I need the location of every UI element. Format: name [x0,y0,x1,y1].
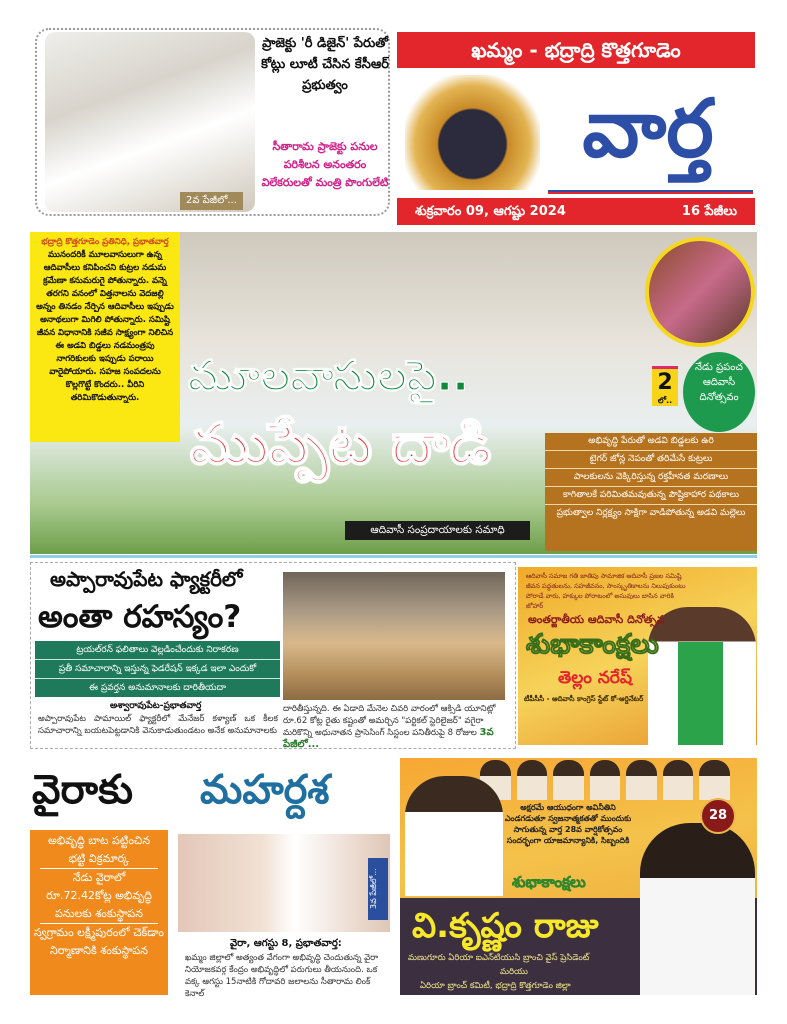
ad-green-scarf [678,642,723,745]
factory-headline-1[interactable]: అప్పారావుపేట ఫ్యాక్టరీలో [50,567,243,591]
wyra-body: ఖమ్మం జిల్లాలో అత్యంత వేగంగా అభివృద్ధి చెందుతున్న వైరా నియోజకవర్గ కేంద్రం అభివృద్ధిలో పరుగులు తీయనుంది. ఒక వక్క ఆగస్టు 15నాటికి గోదావరి జలాలను సీతారామ లింక్ కెనాల్ [185,953,379,999]
factory-headline-2[interactable]: అంతా రహస్యం? [38,599,242,635]
issue-date: శుక్రవారం 09, ఆగష్టు 2024 [415,204,566,219]
bullet: ప్రభుత్వాల నిర్లక్ష్యం సాక్షిగా వాడిపోతున్న అడవి మల్లెలు [556,508,746,518]
ad-designation-3: ఏరియా బ్రాంచ్ కమిటీ, భద్రాద్రి కొత్తగూడెం జిల్లా [420,981,571,991]
bullet: కాగితాలకే పరిమితమవుతున్న పౌష్టికాహార పథకాలు [545,487,757,505]
anniversary-badge: 28 [700,798,736,834]
wyra-byline: వైరా, ఆగస్టు 8, ప్రభాతవార్త: [230,938,342,949]
bullet: అభివృద్ధి పేరుతో అడవి బిడ్డలకు ఉరి [545,433,757,451]
ad-designation: టీపీసీసీ - ఆదివాసీ కాంగ్రెస్ స్టేట్ కో-ఆర్డినేటర్ [524,695,644,703]
continued-link[interactable]: 3వ పేజీలో... [283,727,494,750]
world-tribal-day-circle: నేడు ప్రపంచ ఆదివాసీ దినోత్సవం [683,352,755,432]
point: ఈ ప్రవర్తన అనుమానాలకు దారితీయదా [89,683,226,693]
ad-name: తెల్లం నరేష్ [558,668,632,688]
page-ref-suffix: లో.. [657,396,673,405]
ad-designation-1: మణుగూరు ఏరియా ఐఎన్‌టియుసి బ్రాంచి వైస్ ప్రెసిడెంట్ [408,953,590,963]
wyra-points [30,830,168,995]
ad-intro: ఆదివాసీ సమాజ గతి జాతిపు సామాజిక ఆదివాసీ ప్రజల సమిష్టి జీవన పద్ధతులను, సహజీవనం, సాంస్కృతికాలను నిలుపుకుంటు పోరాడే వారు, హక్కుల పోరాటంలో అసువులు బాసిన వారికి జోహార్ [526,572,686,610]
section-divider [30,555,757,558]
edition-bar: ఖమ్మం - భద్రాద్రి కొత్తగూడెం [397,32,755,68]
factory-byline: అశ్వారావుపేట-ప్రభాతవార్త [110,701,202,711]
page-ref-number: 2 [657,370,673,395]
bullet: పాలకులను వెక్కిరిస్తున్న రక్తహీనత మరణాలు [545,469,757,487]
page-ref-tag[interactable]: 3వ పేజీలో... [368,858,388,920]
lead-headline-2[interactable]: ముప్పేట దాడి [190,412,492,477]
continued-link[interactable]: 2వ పేజీలో... [180,192,243,210]
lead-byline: భద్రాద్రి కొత్తగూడెం ప్రతినిధి, ప్రభాతవార్త [41,237,169,247]
point: ట్రయల్‌రన్ ఫలితాలు వెల్లడించేందుకు నిరాకరణ [35,641,280,660]
advertisement-naresh [518,567,757,745]
page-ref-badge[interactable] [652,366,678,406]
palm-oil-factory-photo [283,572,505,700]
tribal-family-inset-photo [645,237,755,347]
lead-story-column [30,232,180,442]
top-story-headline[interactable]: ప్రాజెక్టు 'రీ డిజైన్' పేరుతో కోట్లు లూటీ చేసిన కేసీఆర్ ప్రభుత్వం [261,36,389,93]
ad-designation-2: మరియు [500,967,528,977]
top-story-subhead: సీతారామ ప్రాజెక్టు పనుల పరిశీలన అనంతరం విలేకరులతో మంత్రి పొంగులేటి [261,140,389,189]
leaders-photo-row [480,760,730,800]
lead-bullets [545,433,757,551]
bullet: టైగర్ జోన్ల నెపంతో తరిమేసే కుట్రలు [545,451,757,469]
ad-name: వి.కృష్ణం రాజు [412,906,599,946]
temple-deity-image [405,75,540,190]
page-count: 16 పేజీలు [681,204,737,219]
lead-subtitle: ఆదివాసీ సంప్రదాయాలకు సమాధి [345,521,530,540]
ad-message: అక్షరమే ఆయుధంగా అవినీతిని ఎండగడుతూ స్వజనాత్మకతతో ముందుకు సాగుతున్న వార్త 28వ వార్షికోత్సవం సందర్భంగా యాజమాన్యానికి, సిబ్బందికి [504,803,632,845]
date-bar [397,198,755,225]
advertisement-krishnam-raju [400,758,757,995]
factory-body-2 [283,703,508,751]
ad-occasion: అంతర్జాతీయ ఆదివాసీ దినోత్సవ [528,613,665,626]
factory-body-text: దారితీస్తున్నది. ఈ ఏడాది మేనెల చివరి వారంలో ఆక్సిడి యూనిట్లో రూ.62 కోట్ల రైతు కష్టంతో అమర్చిన "పర్టికల్ స్టెరిలైజర్" వగైరా మరికొన్ని అధునాతన ప్రాసెసింగ్ సిస్టంల పనితీరుపై 8 రోజుల [283,704,496,738]
ad-greeting: శుభాకాంక్షలు [526,629,659,660]
leader-photo [405,776,503,896]
factory-points [35,641,280,697]
lead-body: మునందరికీ మూలవాసులుగా ఉన్న ఆదివాసీలు కనిపించని కుట్రల నడుమ క్రమేణా కనుమరుగై పోతున్నారు. వన్నె తరగని వనంలో విత్తనాలను వెదజల్లి అన్నం తినడం నేర్పిన ఆదివాసీలు ఇప్పుడు అనాథలుగా మిగిలి పోతున్నారు. సమిష్టి జీవన విధానానికి సజీవ సాక్ష్యంగా నిలిచిన ఈ అడవి బిడ్డలు నడమంత్రపు నాగరికులకు ఇప్పుడు పరాయి వారైపోయారు. సహజ సంపదలను కొల్లగొట్టే కొందరు.. వీరిని తరిమికొడుతున్నారు. [36,250,174,403]
point: నేడు వైరాలో రూ.72.42కోట్ల అభివృద్ధి పనులకు శంకుస్థాపన [40,869,158,924]
wyra-headline-1[interactable]: వైరాకు [32,767,133,813]
point: అభివృద్ధి బాట పట్టించిన భట్టి విక్రమార్క [40,832,158,869]
minister-inspection-photo [45,32,255,212]
factory-body: అప్పారావుపేట పామాయిల్ ఫ్యాక్టరీలో మేనేజర్ కళ్యాణ్ ఒక కీలక సమాచారాన్ని బయటపెట్టడానికి వెనుకాడుతుండటం అనేక అనుమానాలకు [38,714,278,736]
bhatti-vikramarka-photo [178,834,390,932]
point: స్వగ్రామం లక్ష్మీపురంలో చెక్‌డాం నిర్మాణానికి శంకుస్థాపన [34,926,164,957]
logo-underline [548,190,753,194]
newspaper-logo: వార్త [582,82,714,175]
advertiser-photo [640,823,755,995]
lead-headline-1[interactable]: మూలవాసులపై.. [188,351,469,400]
ad-greeting: శుభాకాంక్షలు [512,873,586,891]
wyra-headline-2[interactable]: మహర్దశ [200,767,330,813]
point: ప్రతీ సమాచారాన్ని ఇస్తున్న ఫెడరేషన్ ఇక్కడ ఇలా ఎందుకో [35,660,280,679]
